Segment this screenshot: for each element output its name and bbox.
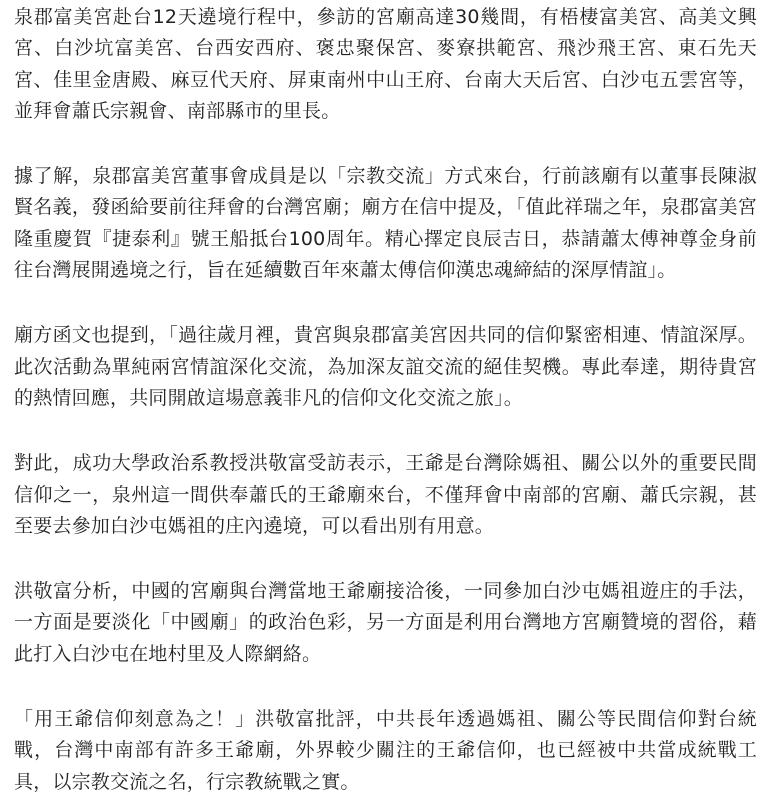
article-paragraph: 「用王爺信仰刻意為之！」洪敬富批評，中共長年透過媽祖、關公等民間信仰對台統戰，台灣中南部有許多王爺廟，外界較少關注的王爺信仰，也已經被中共當成統戰工具，以宗教交流之名，行宗教統戰之實。 (14, 708, 757, 793)
article-paragraph: 泉郡富美宮赴台12天遶境行程中，參訪的宮廟高達30幾間，有梧棲富美宮、高美文興宮、白沙坑富美宮、台西安西府、褒忠聚保宮、麥寮拱範宮、飛沙飛王宮、東石先天宮、佳里金唐殿、麻豆代天府、屏東南州中山王府、台南大天后宮、白沙屯五雲宮等，並拜會蕭氏宗親會、南部縣市的里長。 (14, 6, 757, 122)
article-paragraph: 洪敬富分析，中國的宮廟與台灣當地王爺廟接洽後，一同參加白沙屯媽祖遊庄的手法，一方面是要淡化「中國廟」的政治色彩，另一方面是利用台灣地方宮廟贊境的習俗，藉此打入白沙屯在地村里及人際網絡。 (14, 580, 757, 665)
article-paragraph: 據了解，泉郡富美宮董事會成員是以「宗教交流」方式來台，行前該廟有以董事長陳淑賢名義，發函給要前往拜會的台灣宮廟；廟方在信中提及，「值此祥瑞之年，泉郡富美宮隆重慶賀『捷泰利』號王船抵台100周年。精心擇定良辰吉日，恭請蕭太傅神尊金身前往台灣展開遶境之行，旨在延續數百年來蕭太傅信仰漢忠魂締結的深厚情誼」。 (14, 165, 757, 282)
article-paragraph: 廟方函文也提到，「過往歲月裡，貴宮與泉郡富美宮因共同的信仰緊密相連、情誼深厚。此次活動為單純兩宮情誼深化交流，為加深友誼交流的絕佳契機。專此奉達，期待貴宮的熱情回應，共同開啟這場意義非凡的信仰文化交流之旅」。 (14, 324, 757, 409)
article-paragraph: 對此，成功大學政治系教授洪敬富受訪表示，王爺是台灣除媽祖、關公以外的重要民間信仰之一，泉州這一間供奉蕭氏的王爺廟來台，不僅拜會中南部的宮廟、蕭氏宗親，甚至要去參加白沙屯媽祖的庄內遶境，可以看出別有用意。 (14, 452, 757, 537)
